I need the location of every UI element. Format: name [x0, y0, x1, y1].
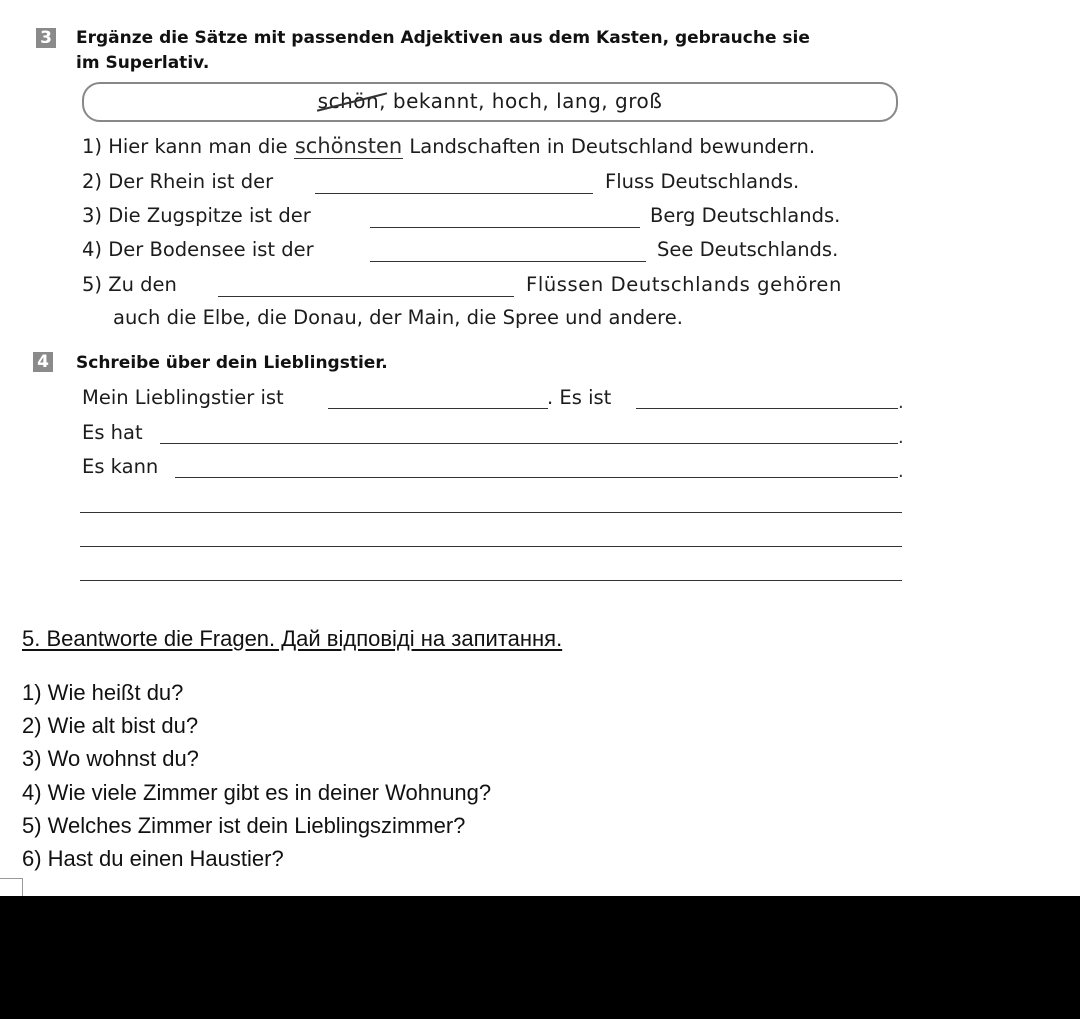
- pet-extra-line-1[interactable]: [80, 512, 902, 513]
- sentence-3-start: 3) Die Zugspitze ist der: [82, 204, 311, 227]
- sentence-5-line2: auch die Elbe, die Donau, der Main, die Spree und andere.: [113, 306, 683, 329]
- word-box-text: [84, 89, 896, 113]
- sentence-4-end: See Deutschlands.: [657, 238, 839, 261]
- exercise-5-title: 5. Beantworte die Fragen. Дай відповіді на запитання.: [22, 626, 563, 651]
- struck-word: schön,: [317, 89, 387, 113]
- sentence-2-start: 2) Der Rhein ist der: [82, 170, 274, 193]
- question-5: 5) Welches Zimmer ist dein Lieblingszimmer?: [22, 813, 466, 838]
- sentence-1-start: 1) Hier kann man die: [82, 135, 294, 158]
- question-2: 2) Wie alt bist du?: [22, 713, 199, 738]
- pet-line-1-start: Mein Lieblingstier ist: [82, 386, 284, 409]
- exercise-3-instruction-line1: Ergänze die Sätze mit passenden Adjektiven aus dem Kasten, gebrauche sie: [76, 28, 810, 48]
- pet-line-2-start: Es hat: [82, 421, 143, 444]
- pet-extra-line-2[interactable]: [80, 546, 902, 547]
- word-box: [82, 82, 898, 122]
- sentence-3-end: Berg Deutschlands.: [650, 204, 841, 227]
- question-4: 4) Wie viele Zimmer gibt es in deiner Wohnung?: [22, 780, 492, 805]
- exercise-4-instruction: Schreibe über dein Lieblingstier.: [76, 353, 388, 373]
- pet-line-1-middle: . Es ist: [547, 386, 612, 409]
- page-corner-mark: [0, 878, 23, 896]
- pet-line-1-period: .: [898, 392, 904, 413]
- sentence-5-start: 5) Zu den: [82, 273, 177, 296]
- sentence-1-answer: schönsten: [294, 134, 403, 158]
- pet-line-1-blank-2[interactable]: [636, 408, 898, 409]
- sentence-2-end: Fluss Deutschlands.: [605, 170, 800, 193]
- sentence-4-blank[interactable]: [370, 261, 646, 262]
- word-box-words: bekannt, hoch, lang, groß: [386, 89, 663, 113]
- question-1: 1) Wie heißt du?: [22, 680, 184, 705]
- pet-line-2-period: .: [898, 427, 904, 448]
- sentence-1: [82, 134, 815, 158]
- pet-line-3-period: .: [898, 461, 904, 482]
- exercise-4-badge: 4: [33, 352, 53, 372]
- exercise-3-instruction-line2: im Superlativ.: [76, 53, 210, 73]
- sentence-5-blank[interactable]: [218, 296, 514, 297]
- sentence-5-end: Flüssen Deutschlands gehören: [526, 273, 842, 296]
- sentence-1-end: Landschaften in Deutschland bewundern.: [403, 135, 816, 158]
- sentence-2-blank[interactable]: [315, 193, 593, 194]
- pet-line-1-blank-1[interactable]: [328, 408, 548, 409]
- pet-extra-line-3[interactable]: [80, 580, 902, 581]
- exercise-3-badge: 3: [36, 28, 56, 48]
- pet-line-3-blank[interactable]: [175, 477, 898, 478]
- pet-line-2-blank[interactable]: [160, 443, 898, 444]
- question-6: 6) Hast du einen Haustier?: [22, 846, 284, 871]
- pet-line-3-start: Es kann: [82, 455, 159, 478]
- sentence-4-start: 4) Der Bodensee ist der: [82, 238, 314, 261]
- question-3: 3) Wo wohnst du?: [22, 746, 199, 771]
- sentence-3-blank[interactable]: [370, 227, 640, 228]
